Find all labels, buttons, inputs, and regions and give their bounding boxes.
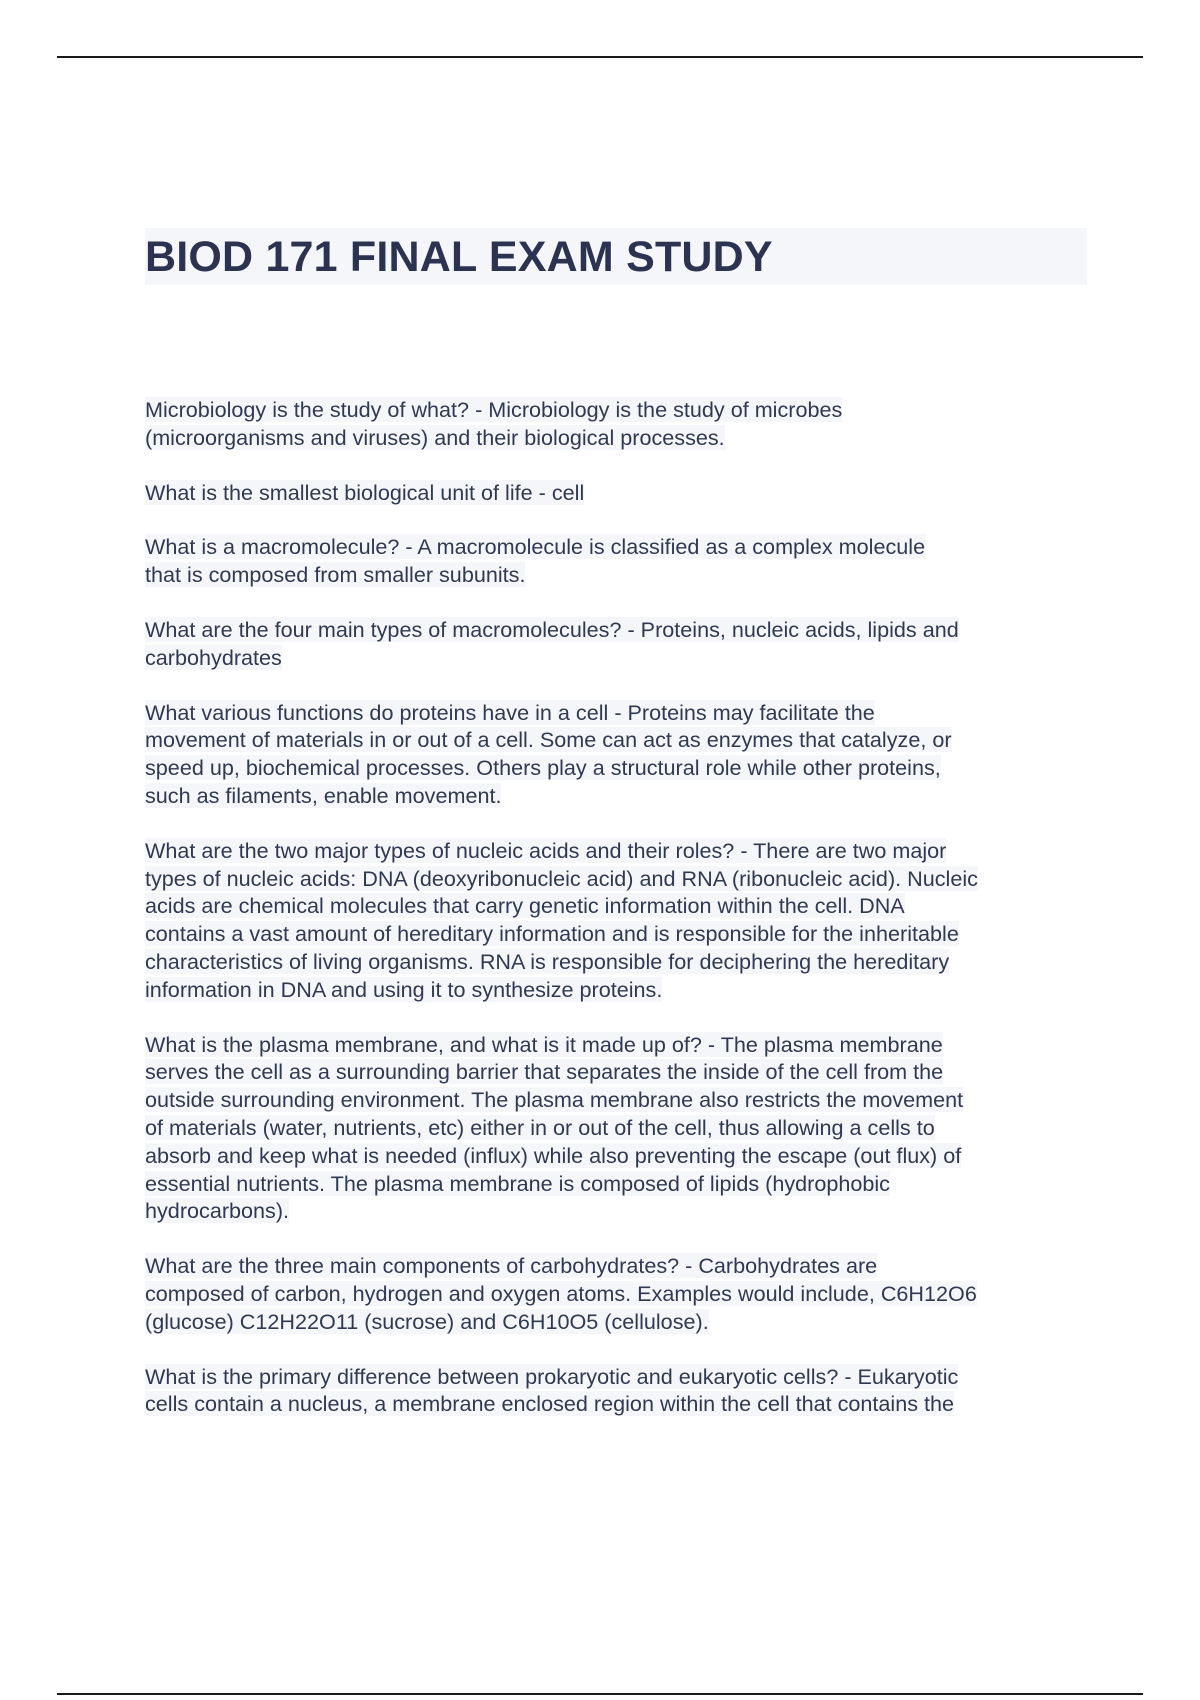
- qa-line-text: What are the three main components of carbohydrates? - Carbohydrates are: [145, 1253, 878, 1279]
- qa-line-text: (glucose) C12H22O11 (sucrose) and C6H10O5 (cellulose).: [145, 1308, 709, 1334]
- qa-line: [145, 1114, 1095, 1142]
- qa-line: [145, 1252, 1095, 1280]
- qa-line: [145, 1363, 1095, 1391]
- qa-line: [145, 424, 1095, 452]
- qa-line: [145, 976, 1095, 1004]
- qa-line-text: What is the smallest biological unit of life - cell: [145, 479, 585, 505]
- qa-item: [145, 699, 1095, 810]
- qa-item: [145, 616, 1095, 672]
- page-title: BIOD 171 FINAL EXAM STUDY: [145, 233, 773, 281]
- qa-item: [145, 533, 1095, 589]
- qa-line-text: acids are chemical molecules that carry genetic information within the cell. DNA: [145, 893, 905, 919]
- bottom-rule: [57, 1693, 1143, 1695]
- qa-list: [145, 396, 1095, 1445]
- qa-line-text: of materials (water, nutrients, etc) either in or out of the cell, thus allowing a cells to: [145, 1114, 935, 1140]
- qa-line: [145, 948, 1095, 976]
- qa-line-text: carbohydrates: [145, 644, 282, 670]
- qa-item: [145, 396, 1095, 452]
- qa-line-text: characteristics of living organisms. RNA is responsible for deciphering the hereditary: [145, 948, 950, 974]
- qa-line: [145, 865, 1095, 893]
- qa-line-text: that is composed from smaller subunits.: [145, 562, 526, 588]
- qa-line: [145, 1031, 1095, 1059]
- qa-line-text: What is a macromolecule? - A macromolecule is classified as a complex molecule: [145, 534, 926, 560]
- qa-line: [145, 616, 1095, 644]
- qa-line: [145, 1058, 1095, 1086]
- qa-line: [145, 1142, 1095, 1170]
- qa-line: [145, 561, 1095, 589]
- qa-line: [145, 1280, 1095, 1308]
- qa-line: [145, 782, 1095, 810]
- qa-line: [145, 754, 1095, 782]
- qa-line: [145, 1197, 1095, 1225]
- qa-line-text: serves the cell as a surrounding barrier that separates the inside of the cell from the: [145, 1059, 944, 1085]
- qa-line: [145, 726, 1095, 754]
- qa-item: [145, 1363, 1095, 1419]
- qa-line-text: types of nucleic acids: DNA (deoxyribonucleic acid) and RNA (ribonucleic acid). Nucleic: [145, 865, 978, 891]
- qa-line-text: hydrocarbons).: [145, 1198, 290, 1224]
- qa-line-text: What is the primary difference between prokaryotic and eukaryotic cells? - Eukaryotic: [145, 1363, 959, 1389]
- title-highlight: [145, 228, 1087, 285]
- qa-line-text: (microorganisms and viruses) and their biological processes.: [145, 424, 725, 450]
- qa-line-text: composed of carbon, hydrogen and oxygen atoms. Examples would include, C6H12O6: [145, 1280, 977, 1306]
- qa-item: [145, 1252, 1095, 1335]
- qa-line: [145, 1170, 1095, 1198]
- qa-line-text: What are the two major types of nucleic acids and their roles? - There are two major: [145, 837, 947, 863]
- qa-line: [145, 1308, 1095, 1336]
- qa-item: [145, 1031, 1095, 1226]
- qa-line-text: such as filaments, enable movement.: [145, 782, 502, 808]
- qa-line-text: cells contain a nucleus, a membrane enclosed region within the cell that contains the: [145, 1391, 955, 1417]
- qa-line: [145, 533, 1095, 561]
- qa-line: [145, 837, 1095, 865]
- qa-line-text: contains a vast amount of hereditary information and is responsible for the inheritable: [145, 921, 959, 947]
- qa-line: [145, 396, 1095, 424]
- qa-item: [145, 837, 1095, 1004]
- qa-line: [145, 892, 1095, 920]
- qa-line: [145, 644, 1095, 672]
- qa-line: [145, 1086, 1095, 1114]
- qa-line: [145, 920, 1095, 948]
- qa-line-text: information in DNA and using it to synthesize proteins.: [145, 976, 663, 1002]
- qa-line-text: absorb and keep what is needed (influx) while also preventing the escape (out flux) of: [145, 1142, 962, 1168]
- qa-line: [145, 479, 1095, 507]
- qa-line-text: Microbiology is the study of what? - Microbiology is the study of microbes: [145, 397, 843, 422]
- qa-line-text: essential nutrients. The plasma membrane is composed of lipids (hydrophobic: [145, 1170, 890, 1196]
- qa-line: [145, 699, 1095, 727]
- qa-line-text: What is the plasma membrane, and what is it made up of? - The plasma membrane: [145, 1031, 943, 1057]
- qa-line: [145, 1390, 1095, 1418]
- qa-line-text: What various functions do proteins have in a cell - Proteins may facilitate the: [145, 699, 875, 725]
- qa-line-text: What are the four main types of macromolecules? - Proteins, nucleic acids, lipids and: [145, 616, 959, 642]
- top-rule: [57, 56, 1143, 58]
- qa-line-text: movement of materials in or out of a cell. Some can act as enzymes that catalyze, or: [145, 727, 952, 753]
- qa-item: [145, 479, 1095, 507]
- qa-line-text: outside surrounding environment. The plasma membrane also restricts the movement: [145, 1087, 964, 1113]
- qa-line-text: speed up, biochemical processes. Others play a structural role while other proteins,: [145, 755, 941, 781]
